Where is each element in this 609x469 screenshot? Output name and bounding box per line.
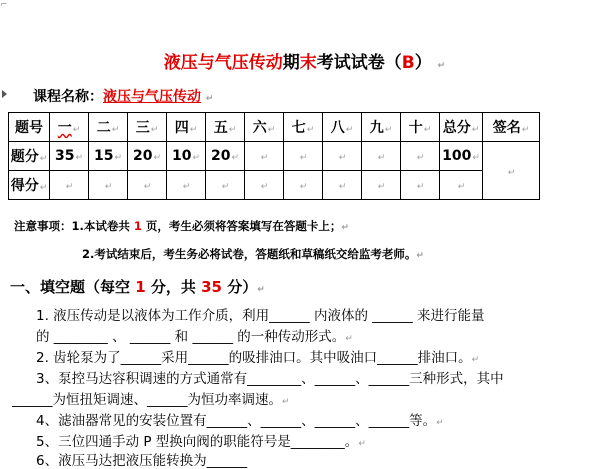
paragraph-mark: ↵ (205, 94, 214, 104)
paragraph-mark: ↵ (260, 182, 269, 192)
table-row-header (9, 113, 540, 142)
question-6 (36, 449, 247, 469)
question-text: 1. 液压传动是以液体为工作介质，利用______ 内液体的 ______ 来进行能量 (36, 308, 485, 324)
table-cell (128, 113, 167, 142)
paragraph-mark: ↵ (153, 153, 162, 163)
table-cell (245, 113, 284, 142)
table-cell (89, 142, 128, 171)
paragraph-mark: ↵ (306, 125, 315, 135)
table-cell (323, 113, 362, 142)
table-cell[interactable] (362, 171, 401, 200)
paragraph-mark: ↵ (299, 153, 308, 163)
table-cell (440, 142, 483, 171)
cell-text: 签名 (492, 120, 521, 136)
cell-text: 十 (408, 120, 423, 136)
table-cell (362, 142, 401, 171)
question-text: ______为恒扭矩调速、______为恒功率调速。 (12, 392, 282, 408)
paragraph-mark: ↵ (358, 439, 366, 449)
paragraph-mark: ↵ (143, 182, 152, 192)
paragraph-mark: ↵ (104, 182, 113, 192)
paragraph-mark: ↵ (192, 153, 201, 163)
notice-line-1 (14, 218, 349, 234)
cell-text: 四 (174, 120, 189, 136)
table-cell (323, 142, 362, 171)
cell-text: 二 (96, 120, 111, 136)
section-total: 35 (201, 278, 222, 296)
course-line (33, 86, 213, 106)
table-cell (284, 142, 323, 171)
table-cell (9, 171, 50, 200)
question-text: 2. 齿轮泵为了______采用______的吸排油口。其中吸油口______排油口。 (36, 350, 472, 366)
paragraph-mark: ↵ (471, 355, 480, 365)
paragraph-mark: ↵ (75, 153, 84, 163)
question-text: 3、泵控马达容积调速的方式通常有________、______、______三种形式，其中 (36, 371, 504, 387)
paragraph-mark: ↵ (182, 182, 191, 192)
title-text-4: ） (414, 53, 432, 73)
table-cell[interactable] (89, 171, 128, 200)
paragraph-anchor-icon (2, 90, 7, 98)
table-cell (284, 113, 323, 142)
cell-text: 三 (135, 120, 150, 136)
notice-text: 页，考生必须将答案填写在答题卡上； (141, 219, 342, 233)
paragraph-mark: ↵ (114, 153, 123, 163)
corner-mark: ⌐ (0, 0, 8, 10)
paragraph-mark: ↵ (416, 153, 425, 163)
paragraph-mark: ↵ (267, 125, 276, 135)
table-cell[interactable] (401, 171, 440, 200)
paragraph-mark: ↵ (111, 125, 120, 135)
paragraph-mark: ↵ (189, 125, 198, 135)
course-name-value: 液压与气压传动 (103, 89, 201, 105)
cell-text: 七 (291, 120, 306, 136)
cell-text: 100 (442, 148, 472, 164)
table-cell[interactable] (128, 171, 167, 200)
table-cell[interactable] (206, 171, 245, 200)
table-row-scores (9, 142, 540, 171)
table-cell[interactable] (50, 171, 89, 200)
section-text: 分） (222, 278, 258, 296)
table-cell[interactable] (167, 171, 206, 200)
cell-text: 五 (213, 120, 228, 136)
cell-text: 一 (57, 120, 72, 136)
table-cell[interactable] (440, 171, 483, 200)
paragraph-mark: ↵ (221, 182, 230, 192)
paragraph-mark: ↵ (72, 125, 81, 135)
table-cell (440, 113, 483, 142)
course-label: 课程名称： (33, 89, 103, 105)
table-cell (206, 113, 245, 142)
table-cell (167, 113, 206, 142)
title-text-2: 末 (299, 53, 317, 73)
paragraph-mark: ↵ (457, 182, 466, 192)
question-text: 5、三位四通手动 P 型换向阀的职能符号是________。 (36, 434, 359, 450)
cell-text: 总分 (442, 120, 471, 136)
paragraph-mark: ↵ (345, 125, 354, 135)
paragraph-mark: ↵ (436, 418, 444, 428)
table-cell (245, 142, 284, 171)
score-table (8, 112, 540, 200)
table-cell (128, 142, 167, 171)
paragraph-mark: ↵ (341, 223, 349, 233)
paragraph-mark: ↵ (260, 153, 269, 163)
paragraph-mark: ↵ (39, 183, 48, 193)
table-cell (167, 142, 206, 171)
paragraph-mark: ↵ (299, 182, 308, 192)
question-1-line-1 (36, 304, 485, 324)
table-row-got (9, 171, 540, 200)
paragraph-mark: ↵ (65, 182, 74, 192)
table-cell (362, 113, 401, 142)
title-paper-version: B (401, 53, 415, 73)
paragraph-mark: ↵ (384, 125, 393, 135)
paragraph-mark: ↵ (521, 125, 530, 135)
paragraph-mark: ↵ (231, 153, 240, 163)
section-points: 1 (135, 278, 146, 296)
paragraph-mark: ↵ (39, 154, 48, 164)
table-cell (401, 113, 440, 142)
cell-text: 题分 (10, 149, 39, 165)
notice-text: 注意事项：1.本试卷共 (14, 219, 134, 233)
cell-text: 10 (171, 148, 192, 164)
cell-text: 35 (54, 148, 75, 164)
question-text: 的 ________ 、 ______ 和 ______ 的一种传动形式。 (36, 329, 346, 345)
section-title-fill-blank (10, 276, 265, 297)
cell-text: 20 (210, 148, 231, 164)
table-cell (206, 142, 245, 171)
notice-text: 2.考试结束后，考生务必将试卷，答题纸和草稿纸交给监考老师。 (82, 247, 417, 261)
paragraph-mark: ↵ (150, 125, 159, 135)
table-cell (9, 113, 50, 142)
table-cell (50, 113, 89, 142)
paragraph-mark: ↵ (228, 125, 237, 135)
question-text: 6、液压马达把液压能转换为______ (36, 453, 248, 469)
paragraph-mark: ↵ (345, 334, 353, 344)
paragraph-mark: ↵ (282, 397, 290, 407)
question-4 (36, 409, 444, 429)
title-course-name: 液压与气压传动 (163, 53, 283, 73)
title-text-3: 考试试卷（ (316, 53, 402, 73)
paragraph-mark: ↵ (472, 153, 480, 163)
cell-text: 八 (330, 120, 345, 136)
cell-text: 六 (252, 120, 267, 136)
section-text: 一、填空题（每空 (10, 278, 136, 296)
paragraph-mark: ↵ (257, 285, 265, 295)
section-text: 分，共 (145, 278, 202, 296)
notice-page-count: 1 (133, 219, 142, 233)
table-cell (9, 142, 50, 171)
notice-line-2 (82, 246, 424, 262)
paragraph-mark: ↵ (377, 153, 386, 163)
paragraph-mark: ↵ (338, 153, 347, 163)
question-5 (36, 430, 366, 450)
paragraph-mark: ↵ (416, 182, 425, 192)
table-cell (483, 113, 540, 142)
question-3-line-2 (12, 388, 290, 408)
signature-cell[interactable] (483, 142, 540, 200)
cell-text: 15 (93, 148, 114, 164)
question-2 (36, 346, 479, 366)
table-cell (89, 113, 128, 142)
paragraph-mark: ↵ (507, 167, 516, 178)
title-text-1: 期 (282, 53, 300, 73)
cell-text: 九 (369, 120, 384, 136)
table-cell (50, 142, 89, 171)
exam-title (0, 48, 609, 73)
question-3-line-1 (36, 367, 504, 387)
question-text: 4、滤油器常见的安装位置有______、______、______、______等。 (36, 413, 437, 429)
cell-text: 20 (132, 148, 153, 164)
cell-text: 得分 (10, 178, 39, 194)
table-cell[interactable] (323, 171, 362, 200)
question-1-line-2 (36, 325, 353, 345)
paragraph-mark: ↵ (377, 182, 386, 192)
table-cell[interactable] (245, 171, 284, 200)
table-cell[interactable] (284, 171, 323, 200)
paragraph-mark: ↵ (437, 61, 446, 71)
paragraph-mark: ↵ (416, 251, 424, 261)
paragraph-mark: ↵ (423, 125, 432, 135)
table-cell (401, 142, 440, 171)
paragraph-mark: ↵ (471, 125, 480, 135)
paragraph-mark: ↵ (338, 182, 347, 192)
cell-text: 题号 (15, 120, 43, 136)
